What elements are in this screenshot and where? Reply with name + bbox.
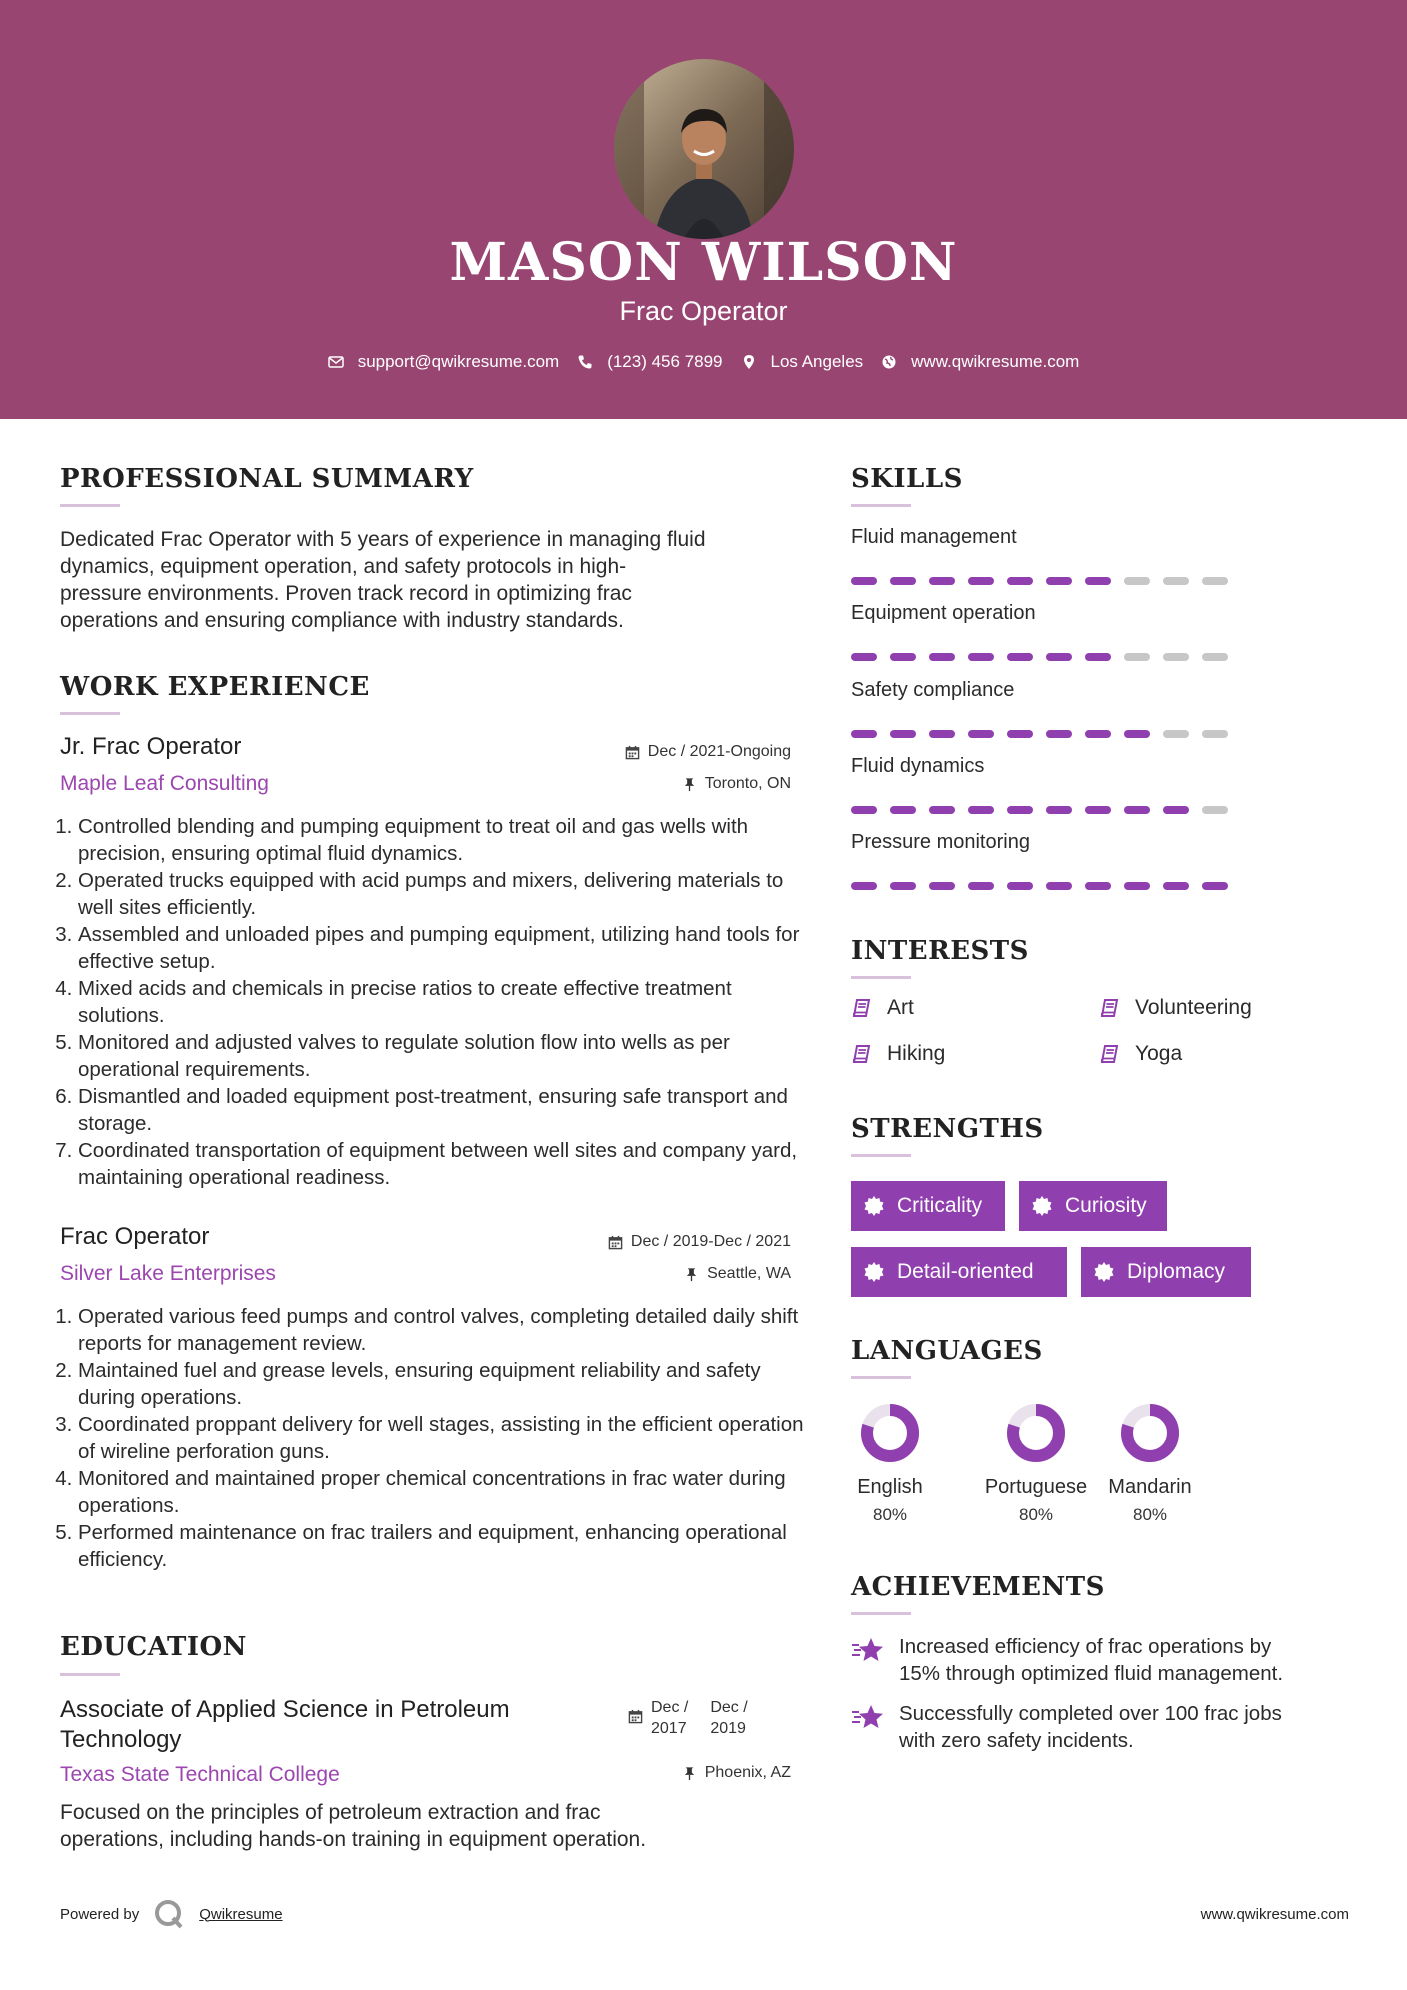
skill-dot-empty [1202,577,1228,585]
skill-dot-filled [1202,882,1228,890]
summary-heading: PROFESSIONAL SUMMARY [60,464,474,494]
job-bullet: 3. Coordinated proppant delivery for well stages, assisting in the efficient operation of wireline perforation guns. [78,1411,818,1465]
summary-underline [60,504,120,507]
skill-dot-filled [929,806,955,814]
education-location [480,1764,791,1782]
skill-dot-filled [890,653,916,661]
skill-rating [851,577,1228,585]
pushpin-icon [682,1766,697,1781]
skill-dot-filled [1007,653,1033,661]
job-bullet: 2. Operated trucks equipped with acid pumps and mixers, delivering materials to well sites efficiently. [78,867,818,921]
skill-dot-empty [1163,577,1189,585]
skill-dot-filled [968,882,994,890]
job-bullet: 4. Mixed acids and chemicals in precise ratios to create effective treatment solutions. [78,975,818,1029]
skill-dot-filled [890,577,916,585]
book-icon [851,997,873,1019]
job-location-text: Seattle, WA [707,1265,791,1282]
achievement-text [899,1633,1283,1687]
summary-line: Dedicated Frac Operator with 5 years of experience in managing fluid [60,528,706,551]
skill-dot-filled [890,882,916,890]
education-end [710,1697,747,1739]
job-location-text: Toronto, ON [704,775,791,792]
summary-line: operations and ensuring compliance with industry standards. [60,609,624,632]
skill-dot-filled [851,730,877,738]
strengths-underline [851,1154,911,1157]
skill-dot-filled [1085,730,1111,738]
job-title: Jr. Frac Operator [60,733,242,760]
language-item [830,1402,950,1525]
globe-icon [881,354,897,370]
book-icon [1099,997,1121,1019]
strengths-heading: STRENGTHS [851,1114,1044,1144]
strength-label: Curiosity [1065,1194,1147,1217]
interest-item [851,1042,945,1066]
star-icon [851,1635,885,1665]
language-name: Portuguese [984,1476,1088,1498]
job-dates [480,743,791,761]
job-dates [480,1233,791,1251]
powered-by-label: Powered by [60,1905,140,1923]
phone-text: (123) 456 7899 [607,352,723,371]
job-bullet: 4. Monitored and maintained proper chemical concentrations in frac water during operations. [78,1465,818,1519]
summary-line: dynamics, equipment operation, and safety protocols in high- [60,555,627,578]
calendar-icon [608,1235,623,1250]
skill-dot-filled [1085,882,1111,890]
skill-dot-filled [1085,577,1111,585]
candidate-name: MASON WILSON [449,232,958,293]
achievement-item [851,1700,1371,1754]
degree-line: Associate of Applied Science in Petroleum [60,1696,510,1723]
profile-photo-illustration [614,59,794,239]
achievement-line: Successfully completed over 100 frac jobs [899,1702,1282,1725]
skill-dot-filled [929,730,955,738]
skill-name: Fluid dynamics [851,755,985,777]
contact-website[interactable] [881,352,1079,372]
education-description-line: operations, including hands-on training in equipment operation. [60,1828,647,1851]
skill-dot-empty [1124,577,1150,585]
strength-tag [1081,1247,1251,1297]
skill-dot-filled [851,806,877,814]
skill-dot-filled [1046,730,1072,738]
job-bullet: 3. Assembled and unloaded pipes and pumping equipment, utilizing hand tools for effective setup. [78,921,818,975]
location-text: Los Angeles [770,352,864,371]
skill-dot-filled [1046,806,1072,814]
education-end-month: Dec / [710,1699,748,1716]
calendar-icon [628,1709,643,1724]
badge-icon [1031,1195,1053,1217]
skill-dot-filled [1085,806,1111,814]
language-percent: 80% [872,1505,908,1524]
job-location [480,1265,791,1283]
language-name: Mandarin [1108,1476,1192,1498]
language-ring [859,1402,921,1464]
brand-link[interactable]: Qwikresume [199,1905,283,1923]
pushpin-icon [684,1267,699,1282]
skill-dot-filled [1007,806,1033,814]
qwikresume-logo-icon [153,1898,185,1930]
job-bullet: 5. Monitored and adjusted valves to regulate solution flow into wells as per operational requirements. [78,1029,818,1083]
footer-powered-by [60,1898,283,1930]
job-location [480,775,791,793]
achievements-underline [851,1612,911,1615]
skill-rating [851,806,1228,814]
skill-dot-filled [929,653,955,661]
education-dates [628,1697,798,1739]
strength-label: Detail-oriented [897,1260,1034,1283]
interest-item [1099,996,1252,1020]
strength-label: Criticality [897,1194,983,1217]
skill-dot-filled [1007,730,1033,738]
skill-dot-filled [929,577,955,585]
contact-location [741,352,864,372]
map-pin-icon [741,354,757,370]
skill-dot-filled [929,882,955,890]
skills-heading: SKILLS [851,464,963,494]
education-description [60,1799,800,1853]
skill-dot-empty [1202,806,1228,814]
skill-name: Fluid management [851,526,1017,548]
skill-dot-filled [1124,806,1150,814]
language-ring [1119,1402,1181,1464]
achievement-line: 15% through optimized fluid management. [899,1662,1284,1685]
education-location-text: Phoenix, AZ [704,1764,791,1781]
language-item [976,1402,1096,1525]
skill-name: Safety compliance [851,679,1015,701]
languages-underline [851,1376,911,1379]
experience-heading: WORK EXPERIENCE [60,672,370,702]
education-heading: EDUCATION [60,1632,247,1662]
skill-dot-filled [1085,653,1111,661]
achievement-line: with zero safety incidents. [899,1729,1134,1752]
language-item [1090,1402,1210,1525]
skill-dot-filled [1007,577,1033,585]
skill-dot-filled [1124,730,1150,738]
skills-underline [851,504,911,507]
badge-icon [1093,1261,1115,1283]
skill-dot-filled [1163,882,1189,890]
job-dates-text: Dec / 2019-Dec / 2021 [630,1233,791,1250]
calendar-icon [625,745,640,760]
job-bullet: 1. Controlled blending and pumping equipment to treat oil and gas wells with precision, ensuring optimal fluid dynamics. [78,813,818,867]
skill-dot-empty [1202,730,1228,738]
strength-label: Diplomacy [1127,1260,1226,1283]
strength-tag [851,1181,1005,1231]
company-name: Silver Lake Enterprises [60,1262,276,1285]
star-icon [851,1702,885,1732]
language-name: English [857,1476,923,1498]
degree-line: Technology [60,1726,182,1753]
company-name: Maple Leaf Consulting [60,772,269,795]
language-ring [1005,1402,1067,1464]
education-start-year: 2017 [651,1720,687,1737]
strength-tag [1019,1181,1167,1231]
contact-email[interactable] [328,352,560,372]
interest-label: Hiking [887,1042,946,1065]
pushpin-icon [682,777,697,792]
skill-dot-filled [890,806,916,814]
interest-label: Art [887,996,914,1019]
achievement-line: Increased efficiency of frac operations by [899,1635,1272,1658]
job-bullets [60,813,818,1191]
summary-text [60,526,800,634]
interest-item [1099,1042,1182,1066]
skill-dot-filled [968,653,994,661]
skill-dot-filled [1163,806,1189,814]
job-bullets [60,1303,818,1573]
skill-name: Pressure monitoring [851,831,1030,853]
skill-dot-filled [851,653,877,661]
candidate-title: Frac Operator [619,296,788,326]
languages-heading: LANGUAGES [851,1336,1043,1366]
achievement-text [899,1700,1282,1754]
school-name: Texas State Technical College [60,1763,340,1786]
badge-icon [863,1261,885,1283]
interest-item [851,996,914,1020]
education-start-month: Dec / [651,1699,689,1716]
book-icon [851,1043,873,1065]
job-bullet: 2. Maintained fuel and grease levels, ensuring equipment reliability and safety during operations. [78,1357,818,1411]
skill-dot-filled [1046,882,1072,890]
profile-photo [614,59,794,239]
achievement-item [851,1633,1371,1687]
skill-dot-filled [1046,653,1072,661]
skill-dot-filled [1007,882,1033,890]
badge-icon [863,1195,885,1217]
skill-dot-filled [851,577,877,585]
education-end-year: 2019 [710,1720,746,1737]
skill-rating [851,882,1228,890]
job-bullet: 5. Performed maintenance on frac trailers and equipment, enhancing operational efficiency. [78,1519,818,1573]
strength-tag [851,1247,1067,1297]
interests-underline [851,976,911,979]
experience-underline [60,712,120,715]
interests-heading: INTERESTS [851,936,1029,966]
job-bullet: 6. Dismantled and loaded equipment post-treatment, ensuring safe transport and storage. [78,1083,818,1137]
education-underline [60,1673,120,1676]
skill-rating [851,653,1228,661]
skill-name: Equipment operation [851,602,1036,624]
degree-title [60,1695,510,1755]
skill-rating [851,730,1228,738]
summary-line: pressure environments. Proven track record in optimizing frac [60,582,632,605]
resume-header [0,0,1407,419]
education-start [651,1697,688,1739]
skill-dot-filled [890,730,916,738]
achievements-heading: ACHIEVEMENTS [851,1572,1105,1602]
interest-label: Volunteering [1135,996,1252,1019]
footer-url[interactable]: www.qwikresume.com [1200,1906,1349,1923]
skill-dot-filled [1046,577,1072,585]
interest-label: Yoga [1135,1042,1183,1065]
skill-dot-filled [851,882,877,890]
language-percent: 80% [1132,1505,1168,1524]
website-text: www.qwikresume.com [911,352,1080,371]
email-text: support@qwikresume.com [357,352,560,371]
job-dates-text: Dec / 2021-Ongoing [647,743,791,760]
education-description-line: Focused on the principles of petroleum extraction and frac [60,1801,601,1824]
skill-dot-empty [1163,653,1189,661]
skill-dot-empty [1202,653,1228,661]
job-bullet: 7. Coordinated transportation of equipment between well sites and company yard, maintaining operational readiness. [78,1137,818,1191]
job-title: Frac Operator [60,1223,210,1250]
book-icon [1099,1043,1121,1065]
skill-dot-filled [968,730,994,738]
skill-dot-empty [1124,653,1150,661]
language-percent: 80% [1018,1505,1054,1524]
phone-icon [577,354,593,370]
skill-dot-filled [1124,882,1150,890]
skill-dot-empty [1163,730,1189,738]
skill-dot-filled [968,577,994,585]
contact-phone[interactable] [577,352,722,372]
skill-dot-filled [968,806,994,814]
job-bullet: 1. Operated various feed pumps and control valves, completing detailed daily shift reports for management review. [78,1303,818,1357]
contact-bar [0,352,1407,372]
envelope-icon [328,354,344,370]
